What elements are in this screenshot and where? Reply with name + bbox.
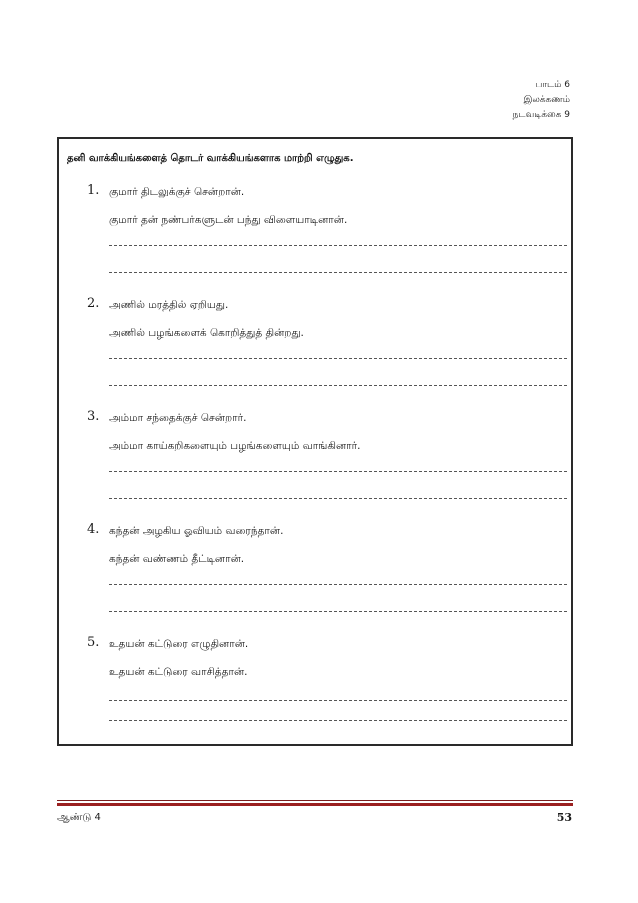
answer-line[interactable] bbox=[109, 584, 567, 585]
answer-line[interactable] bbox=[109, 720, 567, 721]
sentence-one: குமார் திடலுக்குச் சென்றான். bbox=[109, 186, 245, 198]
footer-divider-thin bbox=[57, 800, 573, 801]
sentence-two: அணில் பழங்களைக் கொறித்துத் தின்றது. bbox=[109, 327, 304, 339]
item-number: 1. bbox=[87, 183, 100, 198]
sentence-two: உதயன் கட்டுரை வாசித்தான். bbox=[109, 666, 248, 678]
page-number: 53 bbox=[556, 811, 572, 824]
sentence-two: அம்மா காய்கறிகளையும் பழங்களையும் வாங்கினார். bbox=[109, 440, 361, 452]
answer-line[interactable] bbox=[109, 498, 567, 499]
answer-line[interactable] bbox=[109, 700, 567, 701]
worksheet-box bbox=[57, 137, 573, 746]
instruction-text: தனி வாக்கியங்களைத் தொடர் வாக்கியங்களாக மாற்றி எழுதுக. bbox=[67, 153, 354, 164]
answer-line[interactable] bbox=[109, 611, 567, 612]
answer-line[interactable] bbox=[109, 471, 567, 472]
answer-line[interactable] bbox=[109, 245, 567, 246]
sentence-one: கந்தன் அழகிய ஓவியம் வரைந்தான். bbox=[109, 525, 284, 537]
footer-divider-thick bbox=[57, 803, 573, 806]
item-number: 4. bbox=[87, 522, 100, 537]
sentence-one: உதயன் கட்டுரை எழுதினான். bbox=[109, 638, 249, 650]
sentence-one: அணில் மரத்தில் ஏறியது. bbox=[109, 299, 229, 311]
item-number: 2. bbox=[87, 296, 100, 311]
sentence-two: குமார் தன் நண்பர்களுடன் பந்து விளையாடினான். bbox=[109, 214, 348, 226]
activity-label: நடவடிக்கை 9 bbox=[512, 110, 570, 120]
sentence-one: அம்மா சந்தைக்குச் சென்றார். bbox=[109, 412, 247, 424]
topic-label: இலக்கணம் bbox=[523, 95, 570, 105]
answer-line[interactable] bbox=[109, 385, 567, 386]
lesson-label: பாடம் 6 bbox=[535, 80, 570, 90]
answer-line[interactable] bbox=[109, 272, 567, 273]
answer-line[interactable] bbox=[109, 358, 567, 359]
item-number: 3. bbox=[87, 409, 100, 424]
header-block bbox=[513, 78, 570, 123]
grade-label: ஆண்டு 4 bbox=[57, 812, 101, 823]
sentence-two: கந்தன் வண்ணம் தீட்டினான். bbox=[109, 553, 245, 565]
item-number: 5. bbox=[87, 635, 100, 650]
